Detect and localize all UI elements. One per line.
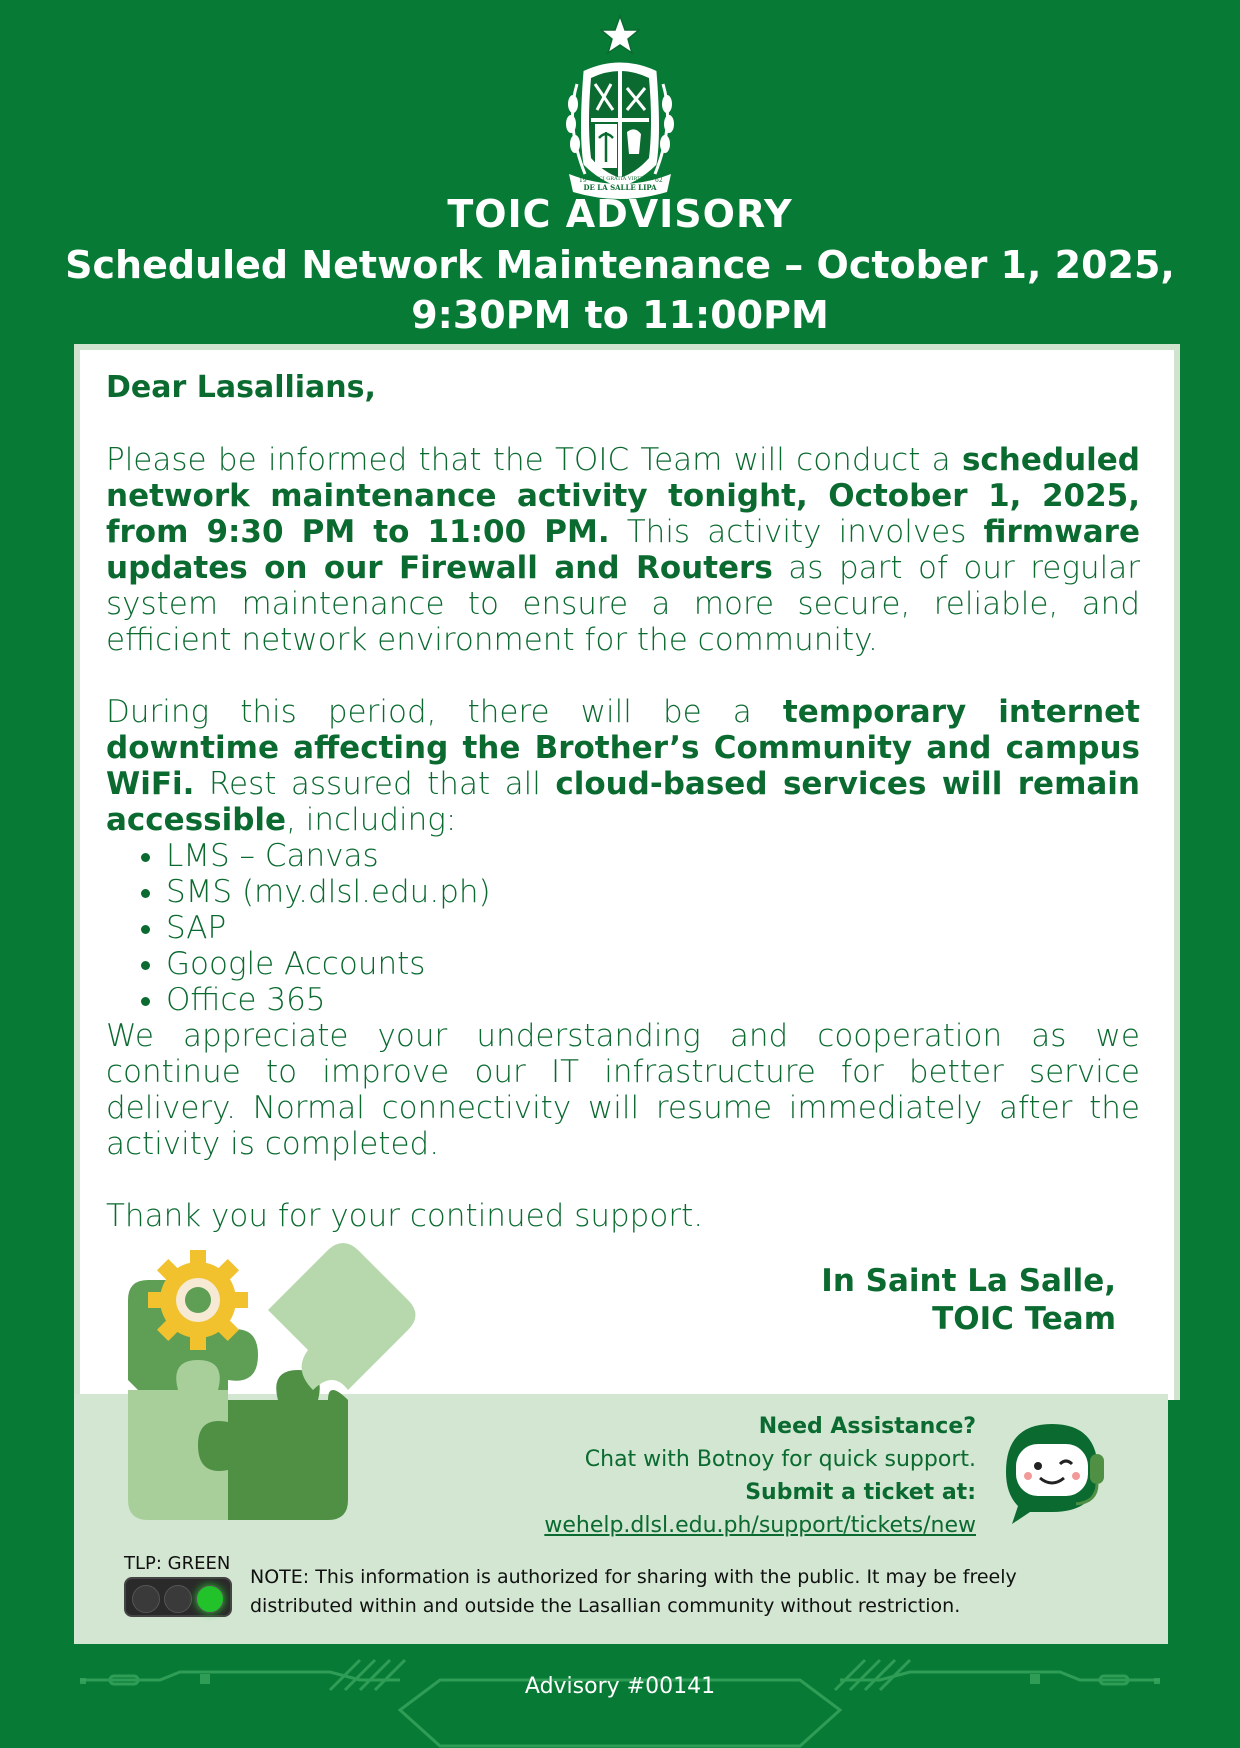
signoff bbox=[821, 1262, 1116, 1338]
support-ticket-link[interactable]: wehelp.dlsl.edu.ph/support/tickets/new bbox=[544, 1513, 976, 1538]
body-text: This activity involves bbox=[609, 514, 984, 550]
chatbot-botnoy-icon bbox=[990, 1414, 1114, 1526]
list-item: • Google Accounts bbox=[166, 946, 1140, 982]
paragraph-maintenance-notice bbox=[106, 442, 1140, 658]
list-item: • LMS – Canvas bbox=[166, 838, 1140, 874]
body-text: as part of our regular system maintenance to ensure a more secure, reliable, and efficient network environment for the community. bbox=[106, 550, 1140, 658]
traffic-light-green-icon bbox=[196, 1585, 224, 1613]
signoff-closing: In Saint La Salle, bbox=[821, 1263, 1116, 1299]
paragraph-appreciation: We appreciate your understanding and cooperation as we continue to improve our IT infrastructure for better service delivery. Normal connectivity will resume immediately after the activity is completed. bbox=[106, 1018, 1140, 1162]
circuit-footer-decoration bbox=[0, 1650, 1240, 1748]
advisory-title: TOIC ADVISORY bbox=[447, 192, 793, 236]
traffic-light-amber-icon bbox=[164, 1585, 192, 1613]
traffic-light-icon bbox=[124, 1577, 232, 1617]
body-text: , including: bbox=[286, 802, 457, 838]
traffic-light-red-icon bbox=[132, 1585, 160, 1613]
emphasis-text: temporary internet downtime affecting the Brother’s Community and campus WiFi. bbox=[106, 694, 1140, 802]
advisory-number: Advisory #00141 bbox=[524, 1674, 716, 1699]
assistance-ticket-label: Submit a ticket at: bbox=[745, 1480, 976, 1505]
svg-text:62: 62 bbox=[655, 177, 663, 184]
emphasis-text: scheduled network maintenance activity tonight, October 1, 2025, from 9:30 PM to 11:00 PM. bbox=[106, 442, 1140, 550]
advisory-subtitle bbox=[0, 240, 1240, 340]
body-text: During this period, there will be a bbox=[106, 694, 783, 730]
list-item: • SAP bbox=[166, 910, 1140, 946]
tlp-note: NOTE: This information is authorized for sharing with the public. It may be freely distributed within and outside the Lasallian community without restriction. bbox=[250, 1566, 1017, 1617]
assistance-chat-text: Chat with Botnoy for quick support. bbox=[584, 1447, 976, 1472]
list-item: • SMS (my.dlsl.edu.ph) bbox=[166, 874, 1140, 910]
svg-text:19: 19 bbox=[579, 177, 587, 184]
signoff-team: TOIC Team bbox=[932, 1301, 1116, 1337]
paragraph-thanks: Thank you for your continued support. bbox=[106, 1198, 704, 1234]
letter-body bbox=[106, 370, 1140, 1234]
svg-text:DE LA SALLE LIPA: DE LA SALLE LIPA bbox=[583, 183, 657, 192]
subtitle-line-2: 9:30PM to 11:00PM bbox=[411, 293, 829, 337]
emphasis-text: firmware updates on our Firewall and Routers bbox=[106, 514, 1140, 586]
body-text: Rest assured that all bbox=[194, 766, 556, 802]
paragraph-downtime-notice bbox=[106, 694, 1140, 838]
body-text: Please be informed that the TOIC Team will conduct a bbox=[106, 442, 962, 478]
tlp-label: TLP: GREEN bbox=[124, 1553, 231, 1574]
services-list bbox=[106, 838, 1140, 1018]
emphasis-text: cloud-based services will remain accessible bbox=[106, 766, 1140, 838]
puzzle-gear-illustration bbox=[118, 1240, 428, 1530]
svg-text:INDICI GRATIA VIRTUTIS: INDICI GRATIA VIRTUTIS bbox=[586, 176, 654, 182]
list-item: • Office 365 bbox=[166, 982, 1140, 1018]
subtitle-line-1: Scheduled Network Maintenance – October 1, 2025, bbox=[65, 243, 1175, 287]
greeting: Dear Lasallians, bbox=[106, 370, 376, 405]
school-crest-logo bbox=[555, 14, 685, 202]
assistance-info bbox=[544, 1410, 976, 1542]
assistance-title: Need Assistance? bbox=[758, 1414, 976, 1439]
